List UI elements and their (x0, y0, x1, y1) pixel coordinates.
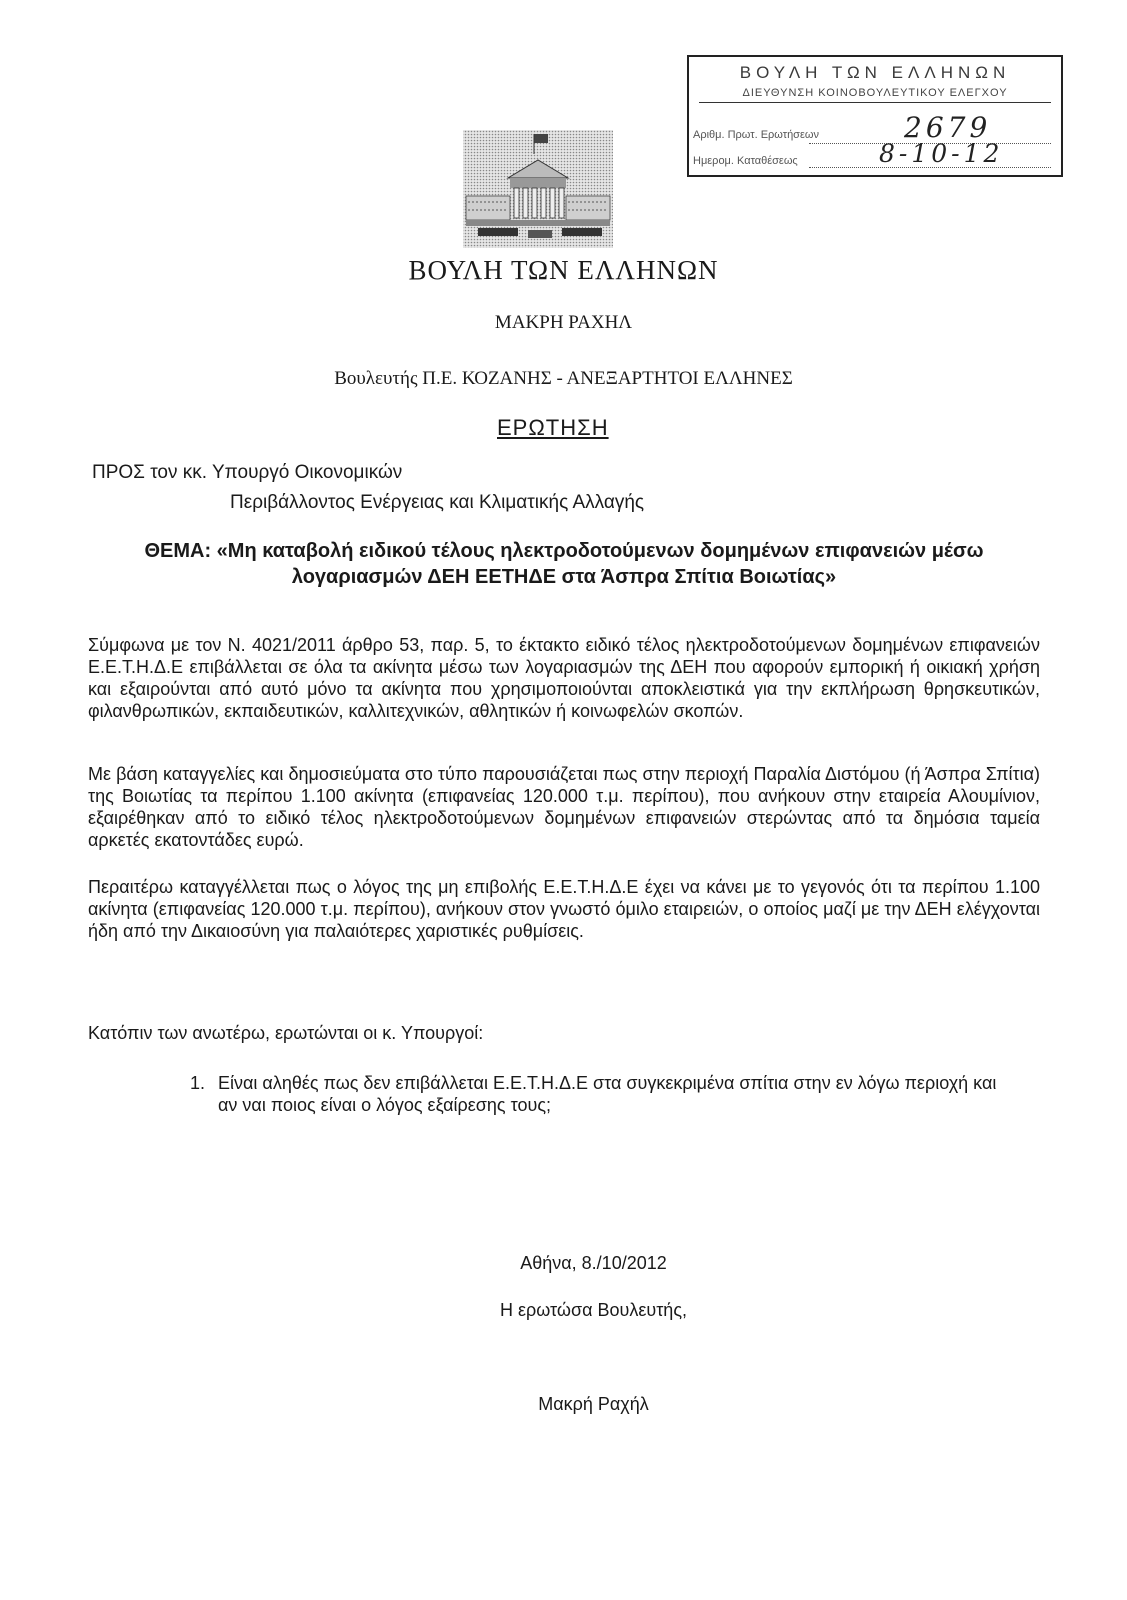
mp-name: ΜΑΚΡΗ ΡΑΧΗΛ (494, 312, 633, 333)
registration-stamp (687, 55, 1063, 177)
question-item (190, 1072, 1020, 1116)
body-paragraph-3: Περαιτέρω καταγγέλλεται πως ο λόγος της μη επιβολής Ε.Ε.Τ.Η.Δ.Ε έχει να κάνει με το γεγονός ότι τα περίπου 1.100 ακίνητα (επιφανείας 120.000 τ.μ. περίπου), ανήκουν στον γνωστό όμιλο εταιρειών, ο οποίος μαζί με την ΔΕΗ ελέγχονται ήδη από την Δικαιοσύνη για παλαιότερες χαριστικές ρυθμίσεις. (88, 877, 1040, 941)
stamp-title: ΒΟΥΛΗ ΤΩΝ ΕΛΛΗΝΩΝ (739, 63, 1011, 82)
document-type-heading: ΕΡΩΤΗΣΗ (497, 415, 609, 440)
subject-line-1: ΘΕΜΑ: «Μη καταβολή ειδικού τέλους ηλεκτροδοτούμενων δομημένων επιφανειών μέσω (144, 540, 984, 562)
mp-role: Βουλευτής Π.Ε. ΚΟΖΑΝΗΣ - ΑΝΕΞΑΡΤΗΤΟΙ ΕΛΛΗΝΕΣ (334, 368, 793, 389)
signer-name: Μακρή Ραχήλ (538, 1394, 649, 1414)
subject (90, 538, 1038, 590)
parliament-building-icon (458, 130, 618, 250)
recipients-line-2: Περιβάλλοντος Ενέργειας και Κλιματικής Αλλαγής (230, 492, 645, 513)
stamp-date-value: 8-10-12 (879, 139, 1004, 168)
signer-title: Η ερωτώσα Βουλευτής, (499, 1300, 687, 1320)
stamp-protocol-label: Αριθμ. Πρωτ. Ερωτήσεων (693, 129, 819, 141)
question-text: Είναι αληθές πως δεν επιβάλλεται Ε.Ε.Τ.Η.Δ.Ε στα συγκεκριμένα σπίτια στην εν λόγω περιοχή και αν ναι ποιος είναι ο λόγος εξαίρεσης τους; (218, 1073, 997, 1115)
stamp-date-row (689, 139, 1051, 177)
recipients-line-1: ΠΡΟΣ τον κκ. Υπουργό Οικονομικών (92, 462, 403, 483)
institution-title: ΒΟΥΛΗ ΤΩΝ ΕΛΛΗΝΩΝ (408, 255, 719, 285)
place-date: Αθήνα, 8./10/2012 (520, 1253, 667, 1273)
stamp-subtitle: ΔΙΕΥΘΥΝΣΗ ΚΟΙΝΟΒΟΥΛΕΥΤΙΚΟΥ ΕΛΕΓΧΟΥ (699, 87, 1051, 103)
stamp-date-label: Ημερομ. Καταθέσεως (693, 155, 798, 167)
body-paragraph-2: Με βάση καταγγελίες και δημοσιεύματα στο τύπο παρουσιάζεται πως στην περιοχή Παραλία Διστόμου (ή Άσπρα Σπίτια) της Βοιωτίας τα περίπου 1.100 ακίνητα (επιφανείας 120.000 τ.μ. περίπου), που ανήκουν στην εταιρεία Αλουμίνιον, εξαιρέθηκαν από το ειδικό τέλος ηλεκτροδοτούμενων δομημένων επιφανειών στερώντας από τα δημόσια ταμεία αρκετές εκατοντάδες ευρώ. (88, 764, 1040, 850)
stamp-protocol-number: 2679 (904, 111, 992, 144)
question-number: 1. (190, 1073, 206, 1093)
body-paragraph-1: Σύμφωνα με τον Ν. 4021/2011 άρθρο 53, παρ. 5, το έκτακτο ειδικό τέλος ηλεκτροδοτούμενων δομημένων επιφανειών Ε.Ε.Τ.Η.Δ.Ε επιβάλλεται σε όλα τα ακίνητα μέσω των λογαριασμών της ΔΕΗ που αφορούν εμπορική ή οικιακή χρήση και εξαιρούνται από αυτό μόνο τα ακίνητα που χρησιμοποιούνται αποκλειστικά για την εκπλήρωση θρησκευτικών, φιλανθρωπικών, εκπαιδευτικών, καλλιτεχνικών, αθλητικών ή κοινωφελών σκοπών. (88, 635, 1040, 721)
subject-line-2: λογαριασμών ΔΕΗ ΕΕΤΗΔΕ στα Άσπρα Σπίτια Βοιωτίας» (291, 566, 837, 588)
questions-intro: Κατόπιν των ανωτέρω, ερωτώνται οι κ. Υπουργοί: (88, 1023, 484, 1043)
